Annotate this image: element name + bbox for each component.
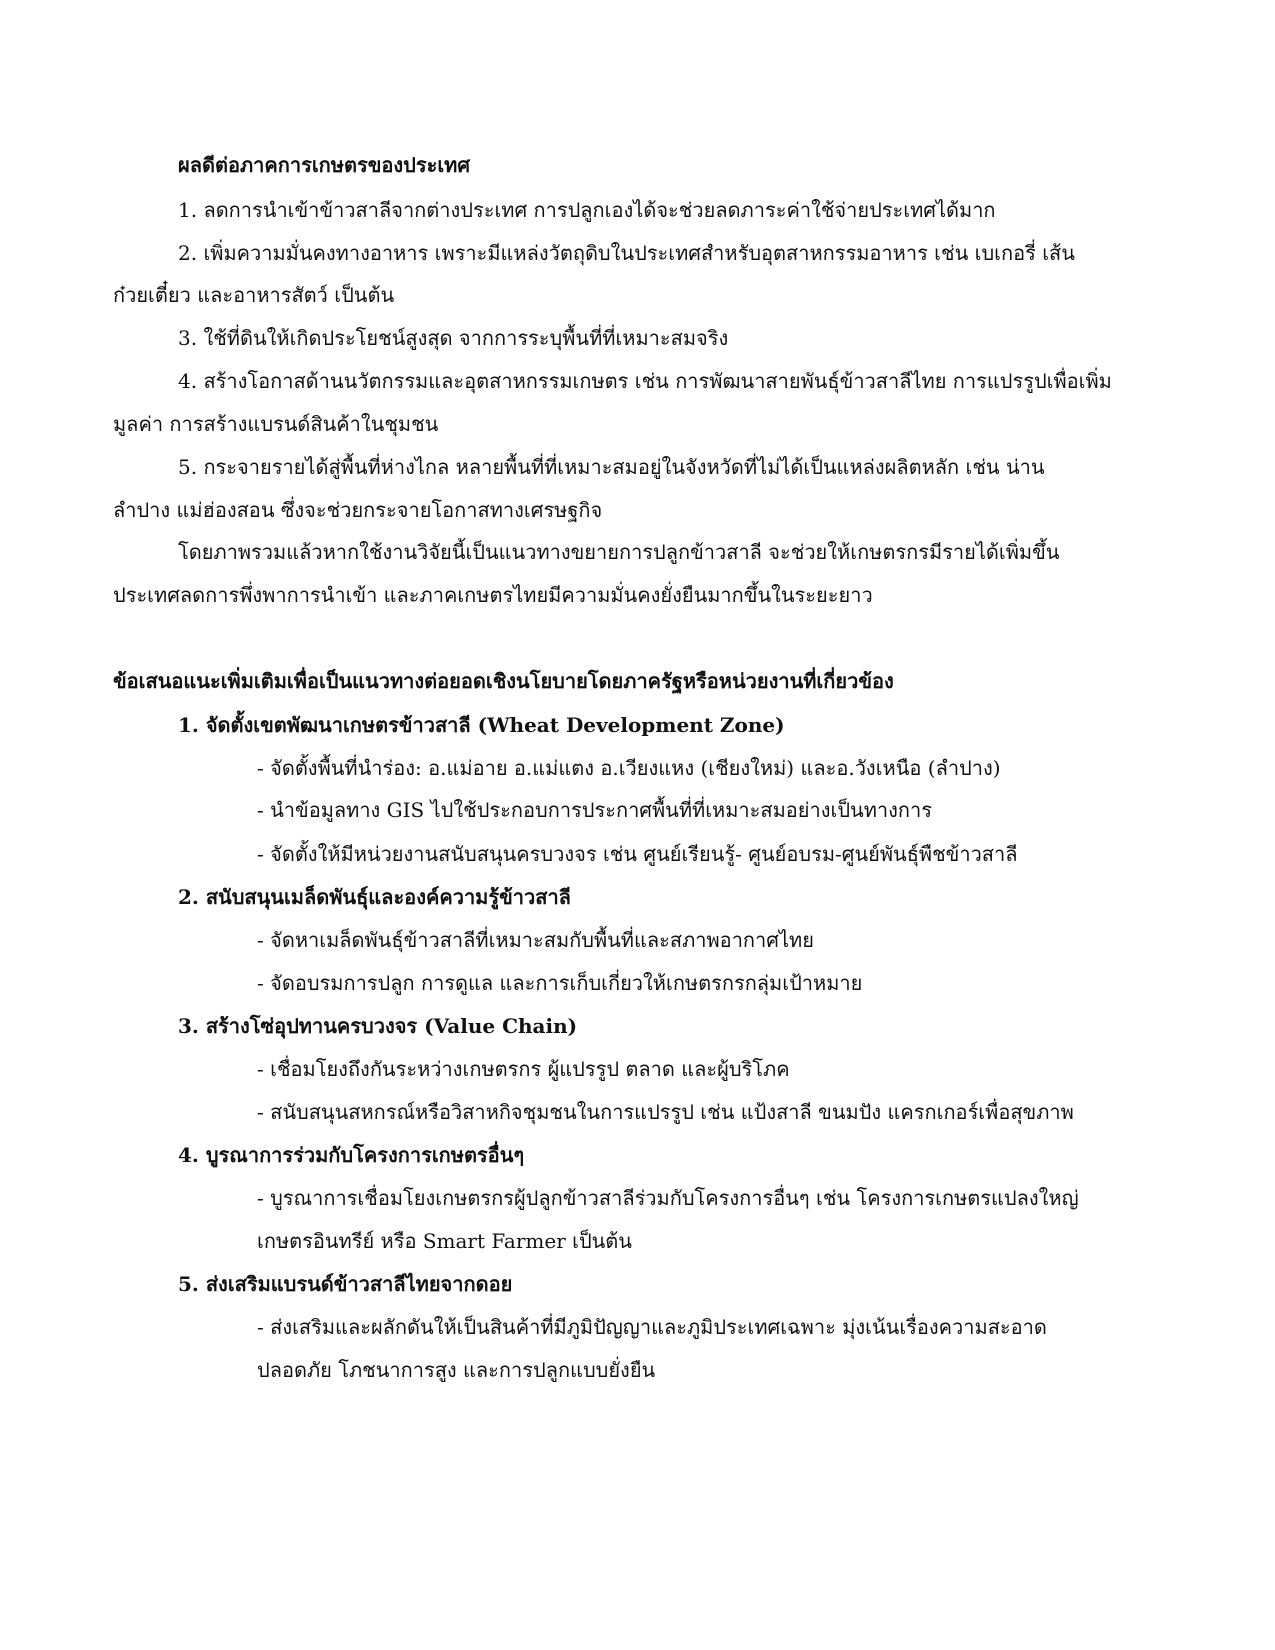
- benefit-4-line1: 4. สร้างโอกาสด้านนวัตกรรมและอุตสาหกรรมเกษตร เช่น การพัฒนาสายพันธุ์ข้าวสาลีไทย การแปรรูปเพื่อเพิ่ม: [178, 369, 1112, 393]
- recommendation-1-bullet-2: - นำข้อมูลทาง GIS ไปใช้ประกอบการประกาศพื้นที่ที่เหมาะสมอย่างเป็นทางการ: [257, 798, 932, 822]
- summary-line2: ประเทศลดการพึ่งพาการนำเข้า และภาคเกษตรไทยมีความมั่นคงยั่งยืนมากขึ้นในระยะยาว: [113, 583, 873, 607]
- recommendation-2-bullet-1: - จัดหาเมล็ดพันธุ์ข้าวสาลีที่เหมาะสมกับพื้นที่และสภาพอากาศไทย: [257, 928, 814, 952]
- recommendation-1-title: 1. จัดตั้งเขตพัฒนาเกษตรข้าวสาลี (Wheat Development Zone): [178, 713, 785, 737]
- recommendation-1-bullet-3: - จัดตั้งให้มีหน่วยงานสนับสนุนครบวงจร เช่น ศูนย์เรียนรู้- ศูนย์อบรม-ศูนย์พันธุ์พืชข้าวสาลี: [257, 842, 1018, 866]
- benefit-5-line2: ลำปาง แม่ฮ่องสอน ซึ่งจะช่วยกระจายโอกาสทางเศรษฐกิจ: [113, 498, 603, 522]
- recommendation-3-title: 3. สร้างโซ่อุปทานครบวงจร (Value Chain): [178, 1014, 578, 1038]
- recommendation-1-bullet-1: - จัดตั้งพื้นที่นำร่อง: อ.แม่อาย อ.แม่แตง อ.เวียงแหง (เชียงใหม่) และอ.วังเหนือ (ลำปาง): [257, 756, 1001, 780]
- benefit-1: 1. ลดการนำเข้าข้าวสาลีจากต่างประเทศ การปลูกเองได้จะช่วยลดภาระค่าใช้จ่ายประเทศได้มาก: [178, 198, 996, 222]
- benefit-3: 3. ใช้ที่ดินให้เกิดประโยชน์สูงสุด จากการระบุพื้นที่ที่เหมาะสมจริง: [178, 326, 729, 350]
- summary-line1: โดยภาพรวมแล้วหากใช้งานวิจัยนี้เป็นแนวทางขยายการปลูกข้าวสาลี จะช่วยให้เกษตรกรมีรายได้เพิ่มขึ้น: [178, 540, 1060, 564]
- recommendation-4-bullet-1-line2: เกษตรอินทรีย์ หรือ Smart Farmer เป็นต้น: [257, 1229, 632, 1253]
- recommendation-5-bullet-1-line2: ปลอดภัย โภชนาการสูง และการปลูกแบบยั่งยืน: [257, 1358, 656, 1382]
- recommendation-3-bullet-1: - เชื่อมโยงถึงกันระหว่างเกษตรกร ผู้แปรรูป ตลาด และผู้บริโภค: [257, 1057, 790, 1081]
- recommendation-2-title: 2. สนับสนุนเมล็ดพันธุ์และองค์ความรู้ข้าวสาลี: [178, 885, 571, 909]
- recommendation-2-bullet-2: - จัดอบรมการปลูก การดูแล และการเก็บเกี่ยวให้เกษตรกรกลุ่มเป้าหมาย: [257, 971, 863, 995]
- recommendation-5-title: 5. ส่งเสริมแบรนด์ข้าวสาลีไทยจากดอย: [178, 1272, 513, 1296]
- recommendation-4-title: 4. บูรณาการร่วมกับโครงการเกษตรอื่นๆ: [178, 1143, 525, 1167]
- section2-heading: ข้อเสนอแนะเพิ่มเติมเพื่อเป็นแนวทางต่อยอดเชิงนโยบายโดยภาครัฐหรือหน่วยงานที่เกี่ยวข้อง: [113, 669, 894, 693]
- recommendation-4-bullet-1-line1: - บูรณาการเชื่อมโยงเกษตรกรผู้ปลูกข้าวสาลีร่วมกับโครงการอื่นๆ เช่น โครงการเกษตรแปลงใหญ่: [257, 1186, 1079, 1210]
- section1-heading: ผลดีต่อภาคการเกษตรของประเทศ: [178, 153, 471, 177]
- benefit-4-line2: มูลค่า การสร้างแบรนด์สินค้าในชุมชน: [113, 412, 439, 436]
- recommendation-3-bullet-2: - สนับสนุนสหกรณ์หรือวิสาหกิจชุมชนในการแปรรูป เช่น แป้งสาลี ขนมปัง แครกเกอร์เพื่อสุขภาพ: [257, 1100, 1074, 1124]
- recommendation-5-bullet-1-line1: - ส่งเสริมและผลักดันให้เป็นสินค้าที่มีภูมิปัญญาและภูมิประเทศเฉพาะ มุ่งเน้นเรื่องความสะอาด: [257, 1315, 1047, 1339]
- benefit-5-line1: 5. กระจายรายได้สู่พื้นที่ห่างไกล หลายพื้นที่ที่เหมาะสมอยู่ในจังหวัดที่ไม่ได้เป็นแหล่งผลิตหลัก เช่น น่าน: [178, 455, 1045, 479]
- benefit-2-line2: ก๋วยเตี๋ยว และอาหารสัตว์ เป็นต้น: [113, 283, 395, 307]
- benefit-2-line1: 2. เพิ่มความมั่นคงทางอาหาร เพราะมีแหล่งวัตถุดิบในประเทศสำหรับอุตสาหกรรมอาหาร เช่น เบเกอรี่ เส้น: [178, 241, 1075, 265]
